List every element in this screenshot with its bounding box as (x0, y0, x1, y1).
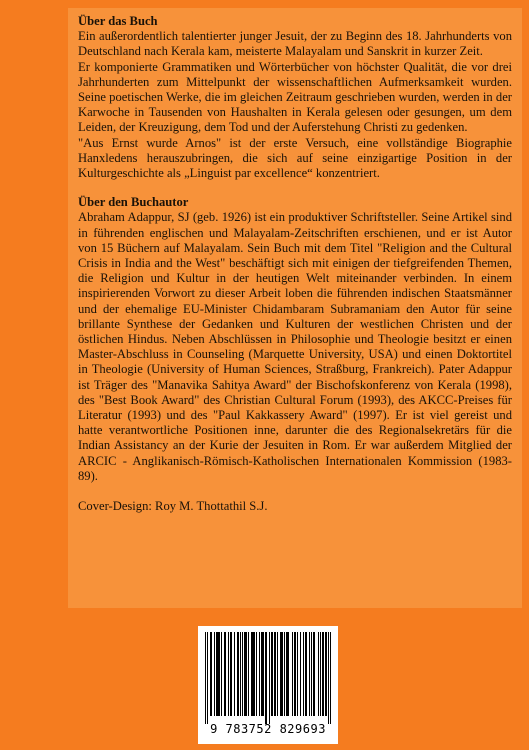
barcode-bar (323, 632, 324, 716)
barcode-bar (262, 632, 263, 716)
section-gap (78, 181, 512, 195)
barcode-bar (221, 632, 222, 716)
barcode-bar (282, 632, 283, 716)
barcode-bar (292, 632, 293, 716)
barcode-bar (211, 632, 212, 716)
about-author-heading: Über den Buchautor (78, 195, 189, 210)
barcode-bar (320, 632, 321, 716)
about-book-heading: Über das Buch (78, 14, 158, 28)
barcode-bar (248, 632, 249, 716)
about-book-paragraph-3: "Aus Ernst wurde Arnos" ist der erste Versuch, eine vollständige Biographie Hanxledens herauszubringen, die sich auf seine einzigartige Position in der Kulturgeschichte als „Linguist par excellence“ konzentriert. (78, 135, 512, 181)
barcode-bar (242, 632, 243, 716)
barcode-bar (256, 632, 257, 716)
about-author-paragraph: Abraham Adappur, SJ (geb. 1926) ist ein produktiver Schriftsteller. Seine Artikel sind in führenden englischen und Malayalam-Zeitschriften erschienen, und er ist Autor von 15 Büchern auf Malayalam. Sein Buch mit dem Titel "Religion and the Cultural Crisis in India and the West" beschäftigt sich mit einigen der tiefgreifenden Themen, die Religion und Kultur in der heutigen Welt miteinander verbinden. In einem inspirierenden Vorwort zu dieser Arbeit loben die führenden indischen Staatsmänner und der ehemalige EU-Minister Chidambaram Subramaniam den Autor für seine brillante Synthese der Gedanken und Kulturen der westlichen Christen und der östlichen Hindus. Neben Abschlüssen in Philosophie und Theologie besitzt er einen Master-Abschluss in Counseling (Marquette University, USA) und einen Doktortitel in Theologie (University of Human Sciences, Straßburg, Frankreich). Pater Adappur ist Träger des "Manavika Sahitya Award" der Bischofskonferenz von Kerala (1998), des "Best Book Award" des Christian Cultural Forum (1993), des AKCC-Preises für Literatur (1993) und des "Paul Kakkassery Award" (1997). Er ist viel gereist und hatte verantwortliche Positionen inne, darunter die des Regionalsekretärs für die Indian Assistancy an der Kurie der Jesuiten in Rom. Er war außerdem Mitglied der ARCIC - Anglikanisch-Römisch-Katholischen Internationalen Kommission (1983-89). (78, 210, 512, 483)
barcode-bar (205, 632, 206, 724)
barcode-bar (325, 632, 326, 716)
barcode-bars (205, 632, 331, 716)
barcode-bar (231, 632, 232, 716)
barcode-bar (266, 632, 267, 724)
barcode-bar (288, 632, 289, 716)
barcode-bar (207, 632, 208, 724)
barcode-bar (214, 632, 215, 716)
barcode-bar (306, 632, 307, 716)
barcode-bar (275, 632, 276, 716)
barcode-bar (271, 632, 272, 716)
barcode (198, 626, 338, 744)
barcode-bar (303, 632, 304, 716)
about-book-paragraph-2: Er komponierte Grammatiken und Wörterbücher von höchster Qualität, die vor drei Jahrhunderten zum Mittelpunkt der wissenschaftlichen Aufmerksamkeit wurden. Seine poetischen Werke, die im gleichen Zeitraum geschrieben wurden, werden in der Karwoche in Tausenden von Haushalten in Kerala gelesen oder gesungen, um dem Leiden, der Kreuzigung, dem Tod und der Auferstehung Christi zu gedenken. (78, 59, 512, 135)
section-gap (78, 484, 512, 499)
cover-design-credit: Cover-Design: Roy M. Thottathil S.J. (78, 499, 268, 514)
barcode-bar (246, 632, 247, 716)
barcode-bar (295, 632, 296, 716)
barcode-bar (277, 632, 278, 716)
barcode-bar (259, 632, 260, 716)
barcode-bar (253, 632, 254, 716)
barcode-bar (311, 632, 312, 716)
isbn-number: 9 783752 829693 (210, 722, 326, 736)
barcode-bar (318, 632, 319, 716)
barcode-bar (228, 632, 229, 716)
barcode-bar (234, 632, 235, 716)
barcode-bar (219, 632, 220, 716)
about-book-paragraph-1: Ein außerordentlich talentierter junger Jesuit, der zu Beginn des 18. Jahrhunderts von Deutschland nach Kerala kam, meisterte Malayalam und Sanskrit in kurzer Zeit. (78, 29, 512, 59)
barcode-bar (330, 632, 331, 724)
barcode-bar (328, 632, 329, 724)
barcode-bar (297, 632, 298, 716)
back-cover-text (78, 14, 512, 514)
barcode-bar (314, 632, 315, 716)
barcode-bar (300, 632, 301, 716)
barcode-bar (269, 632, 270, 724)
barcode-bar (225, 632, 226, 716)
barcode-bar (284, 632, 285, 716)
barcode-bar (309, 632, 310, 716)
barcode-bar (240, 632, 241, 716)
barcode-bar (238, 632, 239, 716)
